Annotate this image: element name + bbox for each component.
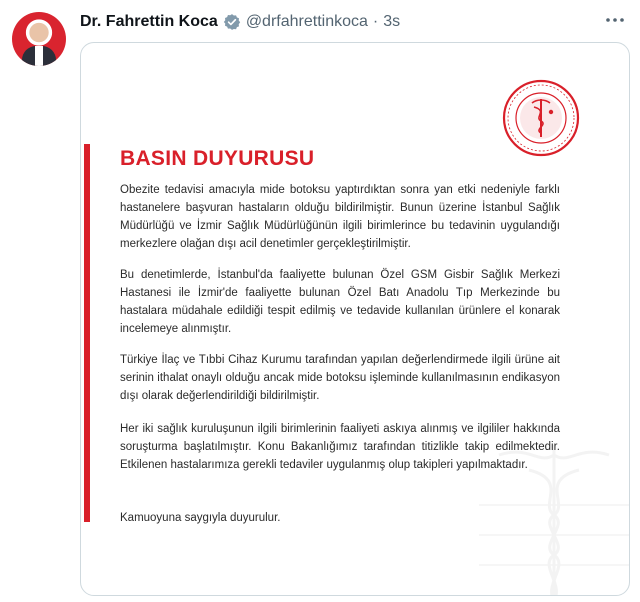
tweet-media-image[interactable]	[80, 42, 630, 596]
paragraph-5: Kamuoyuna saygıyla duyurulur.	[120, 512, 281, 524]
author-handle[interactable]: @drfahrettinkoca	[245, 13, 368, 30]
tweet-header	[80, 11, 640, 33]
more-horizontal-icon[interactable]	[602, 9, 628, 31]
paragraph-3: Türkiye İlaç ve Tıbbi Cihaz Kurumu tarafından yapılan değerlendirmede ilgili ürüne ait serinin ithalat onaylı olduğu ancak mide botoksu işleminde kullanılmasının endikasyon dışı olarak değerlendirildiği bildirilmiştir.	[120, 354, 560, 402]
avatar[interactable]	[12, 12, 66, 66]
paragraph-4: Her iki sağlık kuruluşunun ilgili birimlerinin faaliyeti askıya alınmış ve ilgililer hakkında soruşturma başlatılmıştır. Konu Bakanlığımız tarafından titizlikle takip edilmektedir. Etkilenen hastalarımıza gerekli tedaviler uygulanmış olup takipleri yapılmaktadır.	[120, 423, 560, 471]
author-name[interactable]: Dr. Fahrettin Koca	[80, 13, 218, 30]
verified-badge-icon[interactable]	[223, 13, 241, 31]
meta-separator: ·	[372, 13, 379, 30]
accent-bar	[84, 144, 90, 522]
paragraph-1: Obezite tedavisi amacıyla mide botoksu yaptırdıktan sonra yan etki nedeniyle farklı hastanelere başvuran hastaların olduğu bildirilmiştir. Bunun üzerine İstanbul Sağlık Müdürlüğü ve İzmir Sağlık Müdürlüğünün ilgili birimlerince bu tedavinin uygulandığı merkezlere olağan dışı acil denetimler gerçekleştirilmiştir.	[120, 184, 560, 250]
tweet-time[interactable]: 3s	[383, 13, 401, 30]
avatar-shirt	[35, 46, 43, 66]
document-title: BASIN DUYURUSU	[120, 147, 315, 170]
paragraph-2: Bu denetimlerde, İstanbul'da faaliyette bulunan Özel GSM Gisbir Sağlık Merkezi Hastanesi ile İzmir'de faaliyette bulunan Özel Batı Anadolu Tıp Merkezinde bu hastalara müdahale edildiği tespit edilmiş ve tedavide kullanılan ürünlere el konarak incelemeye alınmıştır.	[120, 269, 560, 335]
ministry-of-health-seal-icon	[502, 79, 580, 157]
